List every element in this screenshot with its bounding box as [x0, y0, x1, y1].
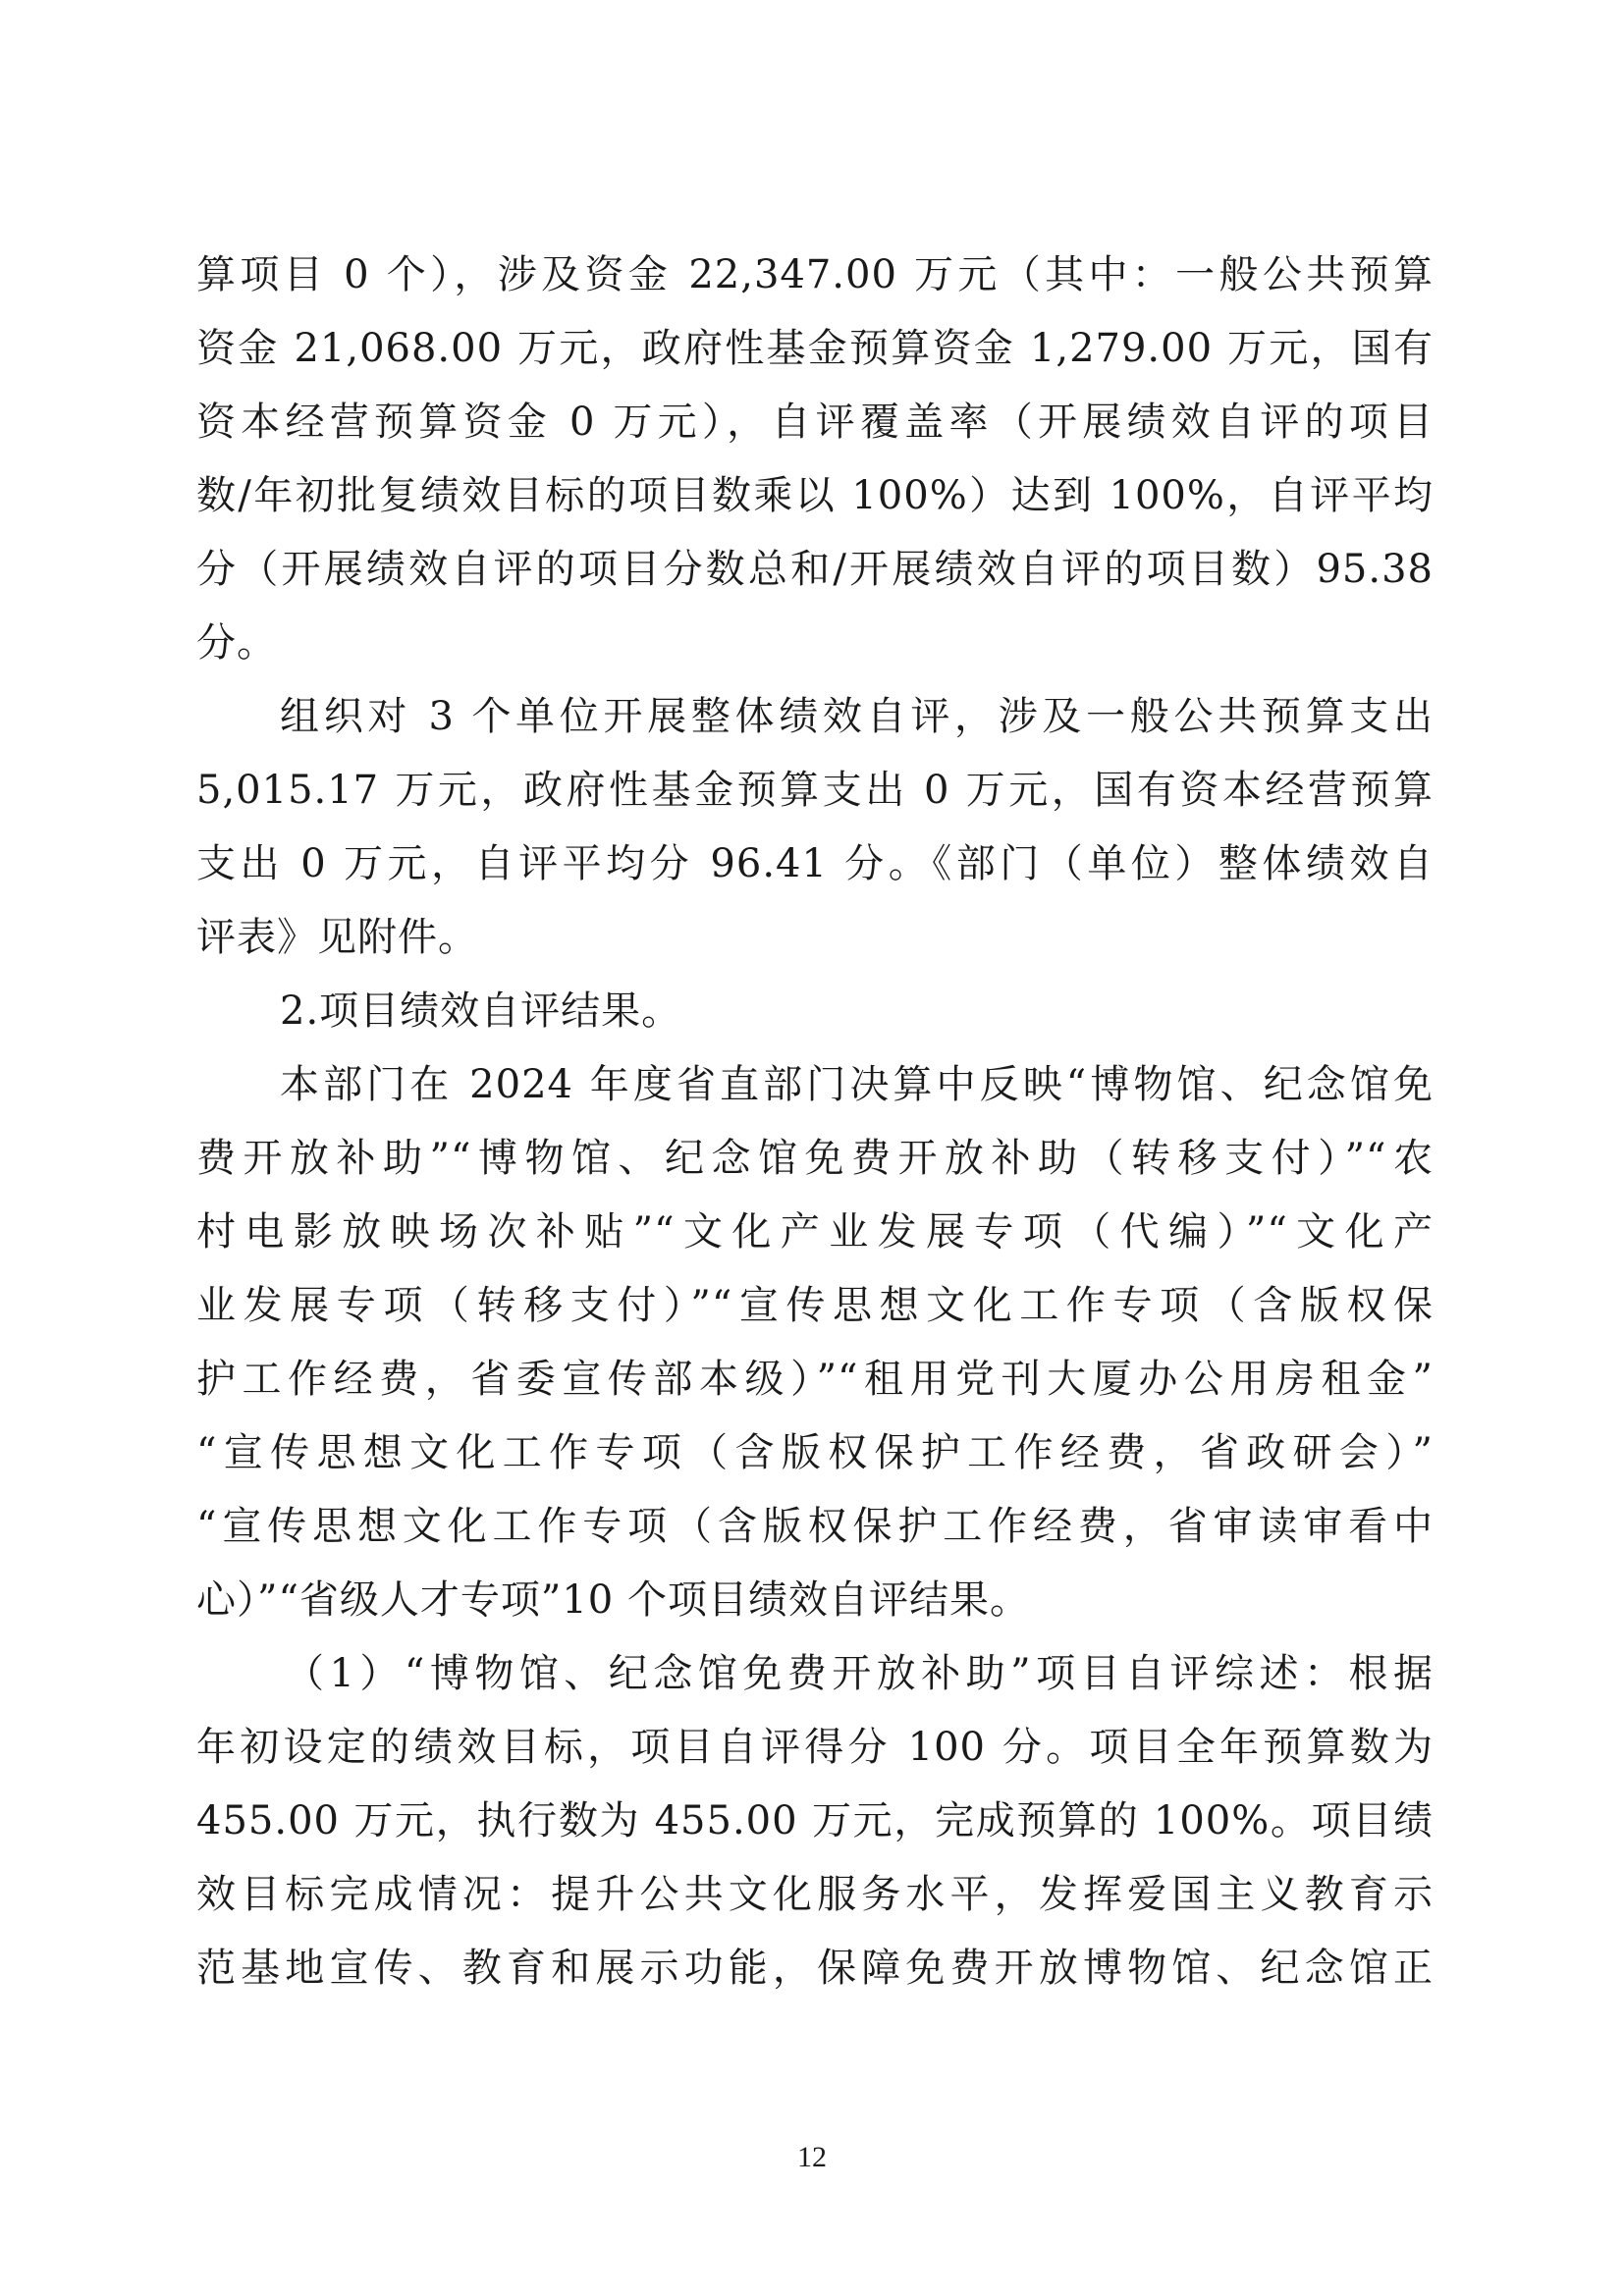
- body-text-line: “宣传思想文化工作专项（含版权保护工作经费，省审读审看中: [196, 1504, 1434, 1549]
- body-text-line: 业发展专项（转移支付）”“宣传思想文化工作专项（含版权保: [196, 1283, 1434, 1328]
- body-text-line: 数/年初批复绩效目标的项目数乘以 100%）达到 100%，自评平均: [196, 473, 1434, 518]
- body-text-line: 费开放补助”“博物馆、纪念馆免费开放补助（转移支付）”“农: [196, 1136, 1434, 1181]
- body-text-line: 效目标完成情况：提升公共文化服务水平，发挥爱国主义教育示: [196, 1872, 1434, 1917]
- body-text-line: 资金 21,068.00 万元，政府性基金预算资金 1,279.00 万元，国有: [196, 326, 1434, 371]
- paragraph-first-line: 组织对 3 个单位开展整体绩效自评，涉及一般公共预算支出: [280, 694, 1434, 739]
- body-text-line: 护工作经费，省委宣传部本级）”“租用党刊大厦办公用房租金”: [196, 1357, 1434, 1402]
- body-text-line: 心）”“省级人才专项”10 个项目绩效自评结果。: [196, 1577, 1030, 1623]
- body-text-line: “宣传思想文化工作专项（含版权保护工作经费，省政研会）”: [196, 1430, 1434, 1475]
- body-text-line: 455.00 万元，执行数为 455.00 万元，完成预算的 100%。项目绩: [196, 1798, 1434, 1843]
- body-text-line: 分（开展绩效自评的项目分数总和/开展绩效自评的项目数）95.38: [196, 547, 1434, 592]
- paragraph-first-line: （1）“博物馆、纪念馆免费开放补助”项目自评综述：根据: [285, 1651, 1434, 1696]
- body-text-line: 支出 0 万元，自评平均分 96.41 分。《部门（单位）整体绩效自: [196, 841, 1434, 886]
- page-number: 12: [797, 2141, 827, 2173]
- body-text-line: 范基地宣传、教育和展示功能，保障免费开放博物馆、纪念馆正: [196, 1946, 1434, 1991]
- body-text-line: 分。: [196, 620, 277, 666]
- body-text-line: 资本经营预算资金 0 万元），自评覆盖率（开展绩效自评的项目: [196, 400, 1434, 445]
- section-heading: 2.项目绩效自评结果。: [280, 988, 682, 1034]
- paragraph-first-line: 本部门在 2024 年度省直部门决算中反映“博物馆、纪念馆免: [280, 1062, 1434, 1107]
- body-text-line: 算项目 0 个），涉及资金 22,347.00 万元（其中：一般公共预算: [196, 252, 1434, 297]
- body-text-line: 年初设定的绩效目标，项目自评得分 100 分。项目全年预算数为: [196, 1725, 1434, 1770]
- body-text-line: 村电影放映场次补贴”“文化产业发展专项（代编）”“文化产: [196, 1209, 1434, 1255]
- body-text-line: 评表》见附件。: [196, 915, 478, 960]
- body-text-line: 5,015.17 万元，政府性基金预算支出 0 万元，国有资本经营预算: [196, 768, 1434, 813]
